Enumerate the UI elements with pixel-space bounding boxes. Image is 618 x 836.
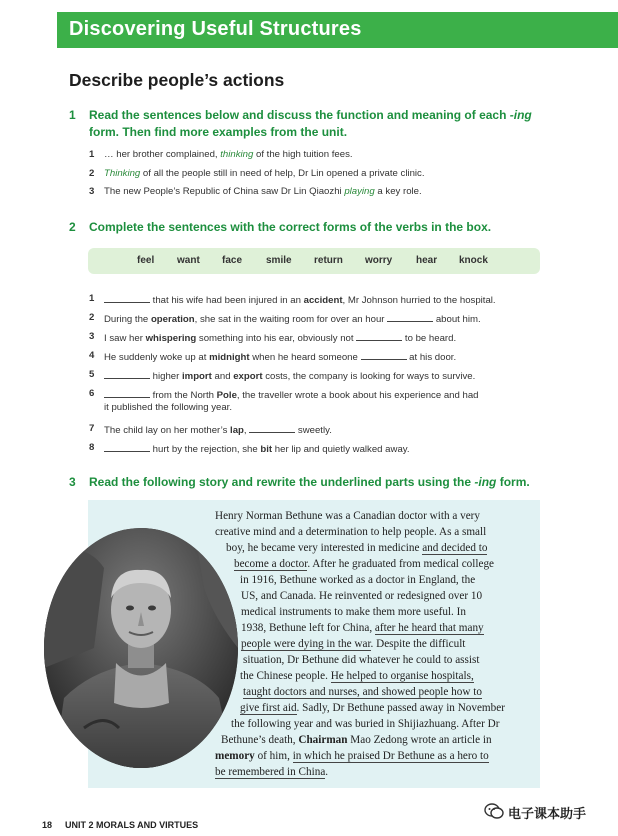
task2-instruction: Complete the sentences with the correct forms of the verbs in the box. xyxy=(89,220,492,234)
banner-title: Discovering Useful Structures xyxy=(69,18,362,40)
watermark-text: 电子课本助手 xyxy=(508,806,587,821)
word-hear: hear xyxy=(416,255,438,266)
word-feel: feel xyxy=(137,255,155,266)
blank xyxy=(387,312,433,322)
story-line: Bethune’s death, Chairman Mao Zedong wrote an article in xyxy=(221,734,492,746)
word-smile: smile xyxy=(266,255,292,266)
story-line: situation, Dr Bethune did whatever he could to assist xyxy=(243,654,480,666)
story-line: creative mind and a determination to help people. As a small xyxy=(215,526,487,538)
wechat-icon xyxy=(484,802,504,820)
portrait-illustration xyxy=(44,528,238,768)
story-line: Henry Norman Bethune was a Canadian doctor with a very xyxy=(215,510,480,522)
blank xyxy=(104,388,150,398)
story-line: memory of him, in which he praised Dr Bethune as a hero to xyxy=(215,750,489,762)
story-line: people were dying in the war. Despite the difficult xyxy=(241,638,466,650)
portrait-photo xyxy=(44,528,238,768)
story-line: give first aid. Sadly, Dr Bethune passed away in November xyxy=(240,702,505,714)
blank xyxy=(249,423,295,433)
story-line: become a doctor. After he graduated from medical college xyxy=(234,558,494,570)
word-want: want xyxy=(177,255,200,266)
header-banner xyxy=(57,12,618,48)
story-line: in 1916, Bethune worked as a doctor in England, the xyxy=(240,574,476,586)
word-box xyxy=(88,248,540,274)
blank xyxy=(361,350,407,360)
task1-number: 1 xyxy=(69,108,76,122)
watermark xyxy=(484,800,612,824)
story-line: US, and Canada. He reinvented or redesigned over 10 xyxy=(241,590,483,602)
story-line: the following year and was buried in Shijiazhuang. After Dr xyxy=(231,718,500,730)
blank xyxy=(104,369,150,379)
task1-instruction: Read the sentences below and discuss the function and meaning of each -ing form. Then find more examples from the unit. xyxy=(89,108,532,139)
task2-number: 2 xyxy=(69,220,76,234)
task3-instruction: Read the following story and rewrite the underlined parts using the -ing form. xyxy=(89,475,530,489)
word-face: face xyxy=(222,255,243,266)
task3-number: 3 xyxy=(69,475,76,489)
story-line: boy, he became very interested in medicine and decided to xyxy=(226,542,488,554)
blank xyxy=(104,442,150,452)
story-line: be remembered in China. xyxy=(215,766,329,778)
page-number: 18 xyxy=(42,820,53,830)
story-line: 1938, Bethune left for China, after he heard that many xyxy=(241,622,484,634)
unit-title: UNIT 2 MORALS AND VIRTUES xyxy=(65,820,199,830)
word-worry: worry xyxy=(365,255,393,266)
blank xyxy=(356,331,402,341)
task2-item-6-cont: it published the following year. xyxy=(104,402,232,413)
story-line: taught doctors and nurses, and showed people how to xyxy=(243,686,482,698)
blank xyxy=(104,293,150,303)
section-title: Describe people’s actions xyxy=(69,70,285,90)
story-line: the Chinese people. He helped to organise hospitals, xyxy=(240,670,474,682)
story-line: medical instruments to make them more useful. In xyxy=(241,606,466,618)
word-knock: knock xyxy=(459,255,488,266)
word-return: return xyxy=(314,255,343,266)
